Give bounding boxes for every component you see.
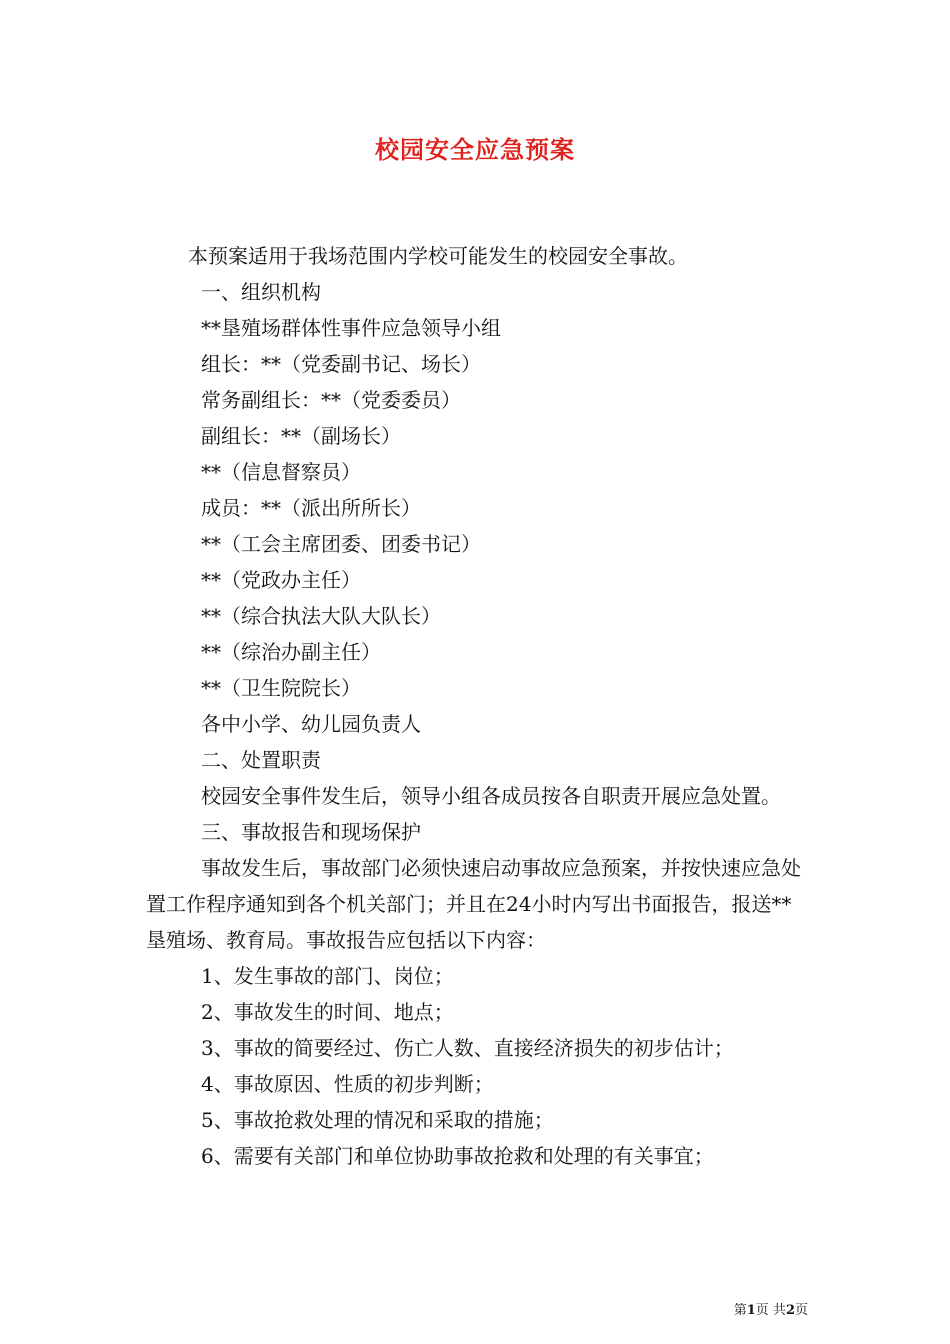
section-heading-report: 三、事故报告和现场保护 [201, 820, 421, 844]
report-item: 2、事故发生的时间、地点； [201, 1000, 454, 1024]
report-item: 3、事故的简要经过、伤亡人数、直接经济损失的初步估计； [201, 1036, 734, 1060]
member-line: 各中小学、幼儿园负责人 [201, 712, 421, 736]
member-line: 副组长：**（副场长） [201, 424, 401, 448]
report-item: 5、事故抢救处理的情况和采取的措施； [201, 1108, 554, 1132]
footer-total-pages: 2 [785, 1303, 795, 1318]
member-line: **（卫生院院长） [201, 676, 361, 700]
footer-prefix: 第 [733, 1303, 747, 1318]
member-line: **（党政办主任） [201, 568, 361, 592]
report-item: 4、事故原因、性质的初步判断； [201, 1072, 494, 1096]
intro-paragraph: 本预案适用于我场范围内学校可能发生的校园安全事故。 [188, 244, 688, 268]
group-name: **垦殖场群体性事件应急领导小组 [201, 316, 501, 340]
report-item: 6、需要有关部门和单位协助事故抢救和处理的有关事宜； [201, 1144, 714, 1168]
document-body [146, 238, 810, 1174]
member-line: **（工会主席团委、团委书记） [201, 532, 481, 556]
footer-suffix: 页 [794, 1303, 808, 1318]
member-line: **（综治办副主任） [201, 640, 381, 664]
member-line: 成员：**（派出所所长） [201, 496, 421, 520]
report-paragraph: 事故发生后，事故部门必须快速启动事故应急预案，并按快速应急处置工作程序通知到各个机关部门；并且在24小时内写出书面报告，报送**垦殖场、教育局。事故报告应包括以下内容： [146, 856, 801, 952]
section-heading-duties: 二、处置职责 [201, 748, 321, 772]
member-line: **（信息督察员） [201, 460, 361, 484]
footer-current-page: 1 [746, 1303, 756, 1318]
member-line: 组长：**（党委副书记、场长） [201, 352, 481, 376]
member-line: **（综合执法大队大队长） [201, 604, 441, 628]
disposal-paragraph: 校园安全事件发生后，领导小组各成员按各自职责开展应急处置。 [201, 784, 781, 808]
section-heading-organization: 一、组织机构 [201, 280, 321, 304]
footer-mid: 页 共 [755, 1303, 786, 1318]
report-item: 1、发生事故的部门、岗位； [201, 964, 454, 988]
document-title: 校园安全应急预案 [375, 135, 575, 164]
page-number-footer [734, 1302, 808, 1320]
member-line: 常务副组长：**（党委委员） [201, 388, 461, 412]
